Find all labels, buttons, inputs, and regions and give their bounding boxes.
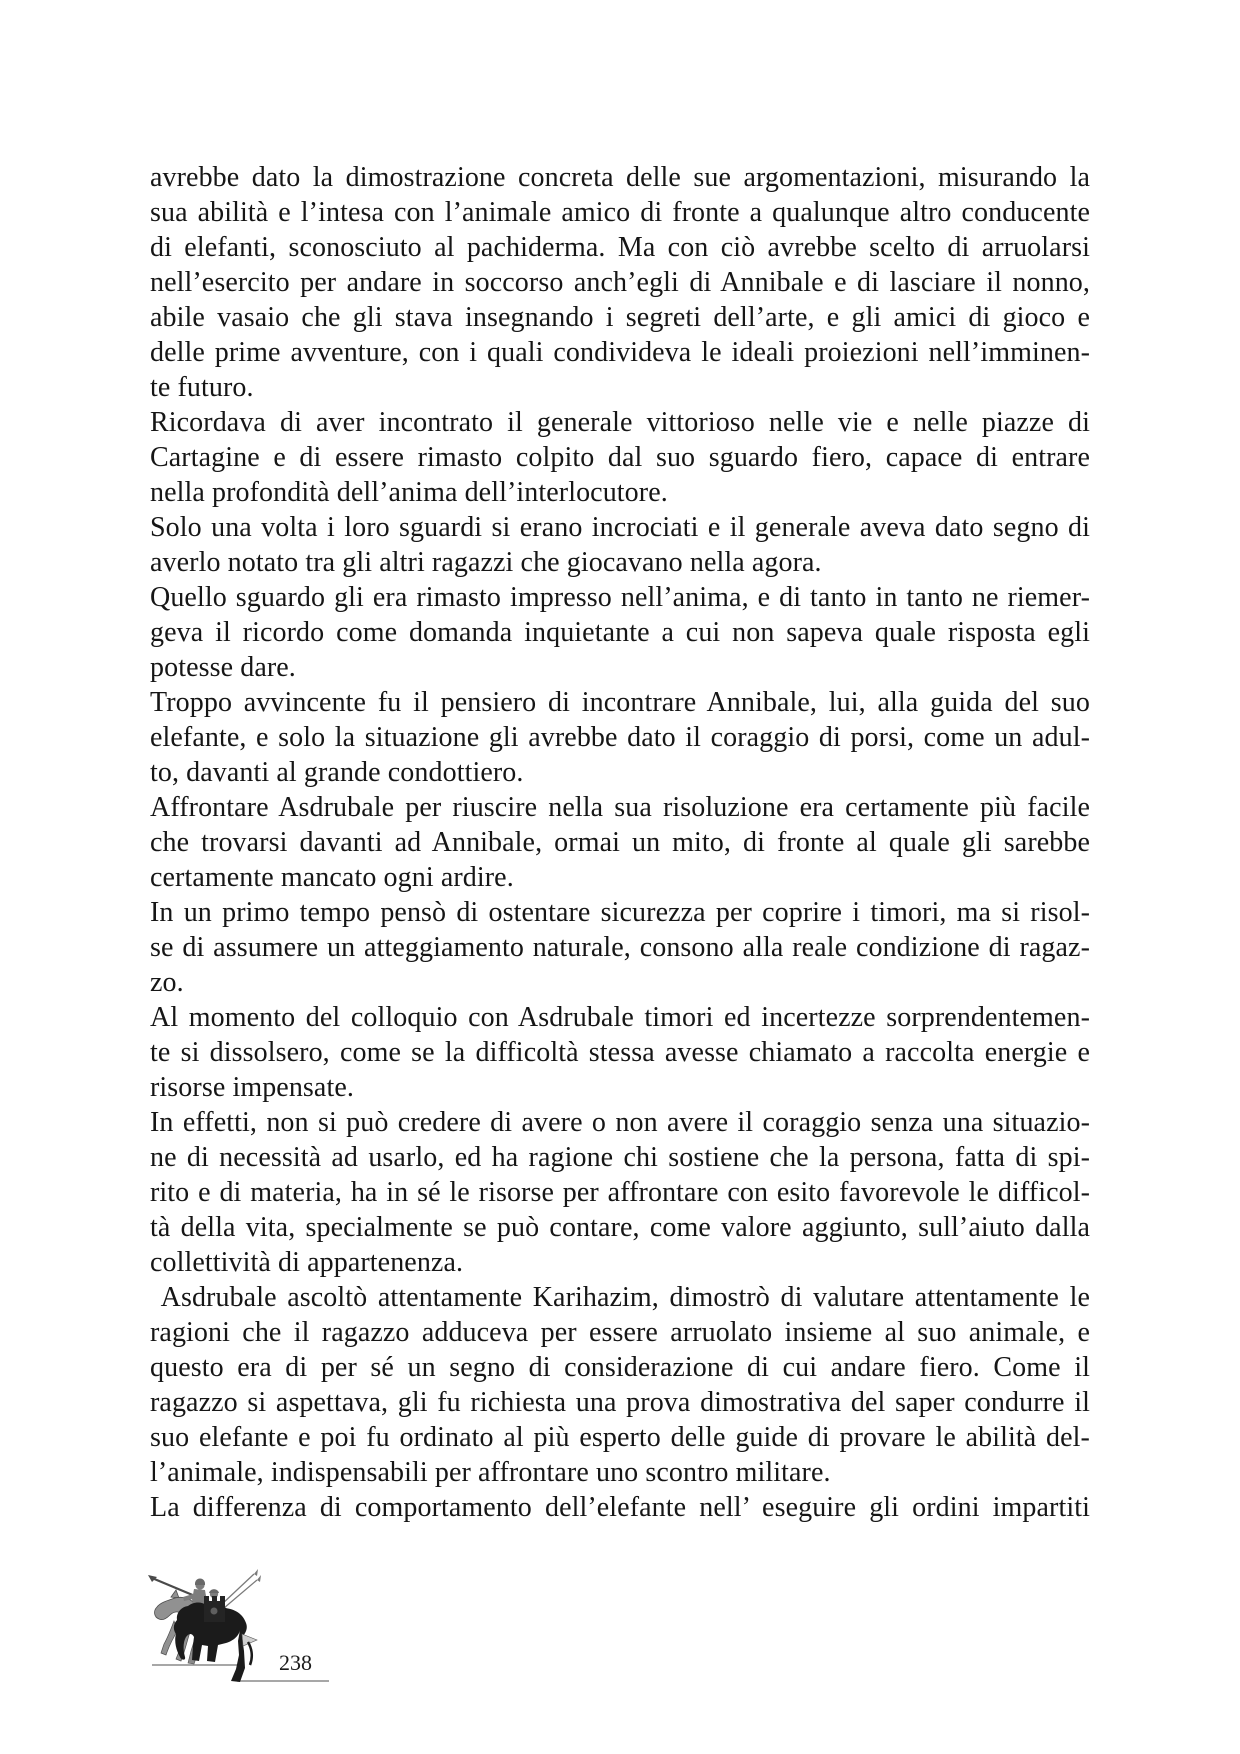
- text-line: te si dissolsero, come se la difficoltà stessa avesse chiamato a raccolta energie e: [150, 1037, 1090, 1068]
- text-line: ragioni che il ragazzo adduceva per essere arruolato insieme al suo animale, e: [150, 1317, 1090, 1348]
- text-line: Solo una volta i loro sguardi si erano incrociati e il generale aveva dato segno di: [150, 512, 1090, 543]
- text-line: delle prime avventure, con i quali condivideva le ideali proiezioni nell’imminen-: [150, 337, 1090, 368]
- text-line: Quello sguardo gli era rimasto impresso nell’anima, e di tanto in tanto ne riemer-: [150, 582, 1090, 613]
- text-line: risorse impensate.: [150, 1072, 354, 1103]
- text-line: avrebbe dato la dimostrazione concreta delle sue argomentazioni, misurando la: [150, 162, 1090, 193]
- text-line: questo era di per sé un segno di considerazione di cui andare fiero. Come il: [150, 1352, 1090, 1383]
- text-line: geva il ricordo come domanda inquietante a cui non sapeva quale risposta egli: [150, 617, 1090, 648]
- text-line: ne di necessità ad usarlo, ed ha ragione chi sostiene che la persona, fatta di spi-: [150, 1142, 1090, 1173]
- text-line: elefante, e solo la situazione gli avrebbe dato il coraggio di porsi, come un adul-: [150, 722, 1090, 753]
- text-line: che trovarsi davanti ad Annibale, ormai un mito, di fronte al quale gli sarebbe: [150, 827, 1090, 858]
- text-line: sua abilità e l’intesa con l’animale amico di fronte a qualunque altro conducente: [150, 197, 1090, 228]
- page-text-block: [150, 160, 1090, 1525]
- text-line: l’animale, indispensabili per affrontare uno scontro militare.: [150, 1457, 831, 1488]
- text-line: Affrontare Asdrubale per riuscire nella sua risoluzione era certamente più facile: [150, 792, 1090, 823]
- text-line: Troppo avvincente fu il pensiero di incontrare Annibale, lui, alla guida del suo: [150, 687, 1090, 718]
- text-line: suo elefante e poi fu ordinato al più esperto delle guide di provare le abilità del-: [150, 1422, 1090, 1453]
- text-line: Ricordava di aver incontrato il generale vittorioso nelle vie e nelle piazze di: [150, 407, 1090, 438]
- text-line: nell’esercito per andare in soccorso anch’egli di Annibale e di lasciare il nonno,: [150, 267, 1090, 298]
- text-line: collettività di appartenenza.: [150, 1247, 464, 1278]
- text-line: Cartagine e di essere rimasto colpito dal suo sguardo fiero, capace di entrare: [150, 442, 1090, 473]
- text-line: potesse dare.: [150, 652, 296, 683]
- text-line: In effetti, non si può credere di avere o non avere il coraggio senza una situazio-: [150, 1107, 1090, 1138]
- text-line: In un primo tempo pensò di ostentare sicurezza per coprire i timori, ma si risol-: [150, 897, 1090, 928]
- spears-icon: [221, 1569, 261, 1608]
- text-line: se di assumere un atteggiamento naturale, consono alla reale condizione di ragaz-: [150, 932, 1090, 963]
- text-line: ragazzo si aspettava, gli fu richiesta una prova dimostrativa del saper condurre il: [150, 1387, 1090, 1418]
- text-line: averlo notato tra gli altri ragazzi che giocavano nella agora.: [150, 547, 822, 578]
- text-line: certamente mancato ogni ardire.: [150, 862, 514, 893]
- text-line: abile vasaio che gli stava insegnando i segreti dell’arte, e gli amici di gioco e: [150, 302, 1090, 333]
- text-line: te futuro.: [150, 372, 254, 403]
- page-number: 238: [279, 1650, 312, 1675]
- text-line: nella profondità dell’anima dell’interlocutore.: [150, 477, 668, 508]
- text-line: rito e di materia, ha in sé le risorse per affrontare con esito favorevole le difficol-: [150, 1177, 1090, 1208]
- text-line: La differenza di comportamento dell’elefante nell’ eseguire gli ordini impartiti: [150, 1492, 1090, 1523]
- text-line: Al momento del colloquio con Asdrubale timori ed incertezze sorprendentemen-: [150, 1002, 1090, 1033]
- text-line: di elefanti, sconosciuto al pachiderma. Ma con ciò avrebbe scelto di arruolarsi: [150, 232, 1090, 263]
- text-line: to, davanti al grande condottiero.: [150, 757, 524, 788]
- text-line: Asdrubale ascoltò attentamente Karihazim, dimostrò di valutare attentamente le: [150, 1282, 1090, 1313]
- text-line: tà della vita, specialmente se può contare, come valore aggiunto, sull’aiuto dalla: [150, 1212, 1090, 1243]
- howdah-icon: [204, 1589, 225, 1622]
- text-line: zo.: [150, 967, 184, 998]
- war-elephant-with-horseman-icon: [140, 1545, 350, 1695]
